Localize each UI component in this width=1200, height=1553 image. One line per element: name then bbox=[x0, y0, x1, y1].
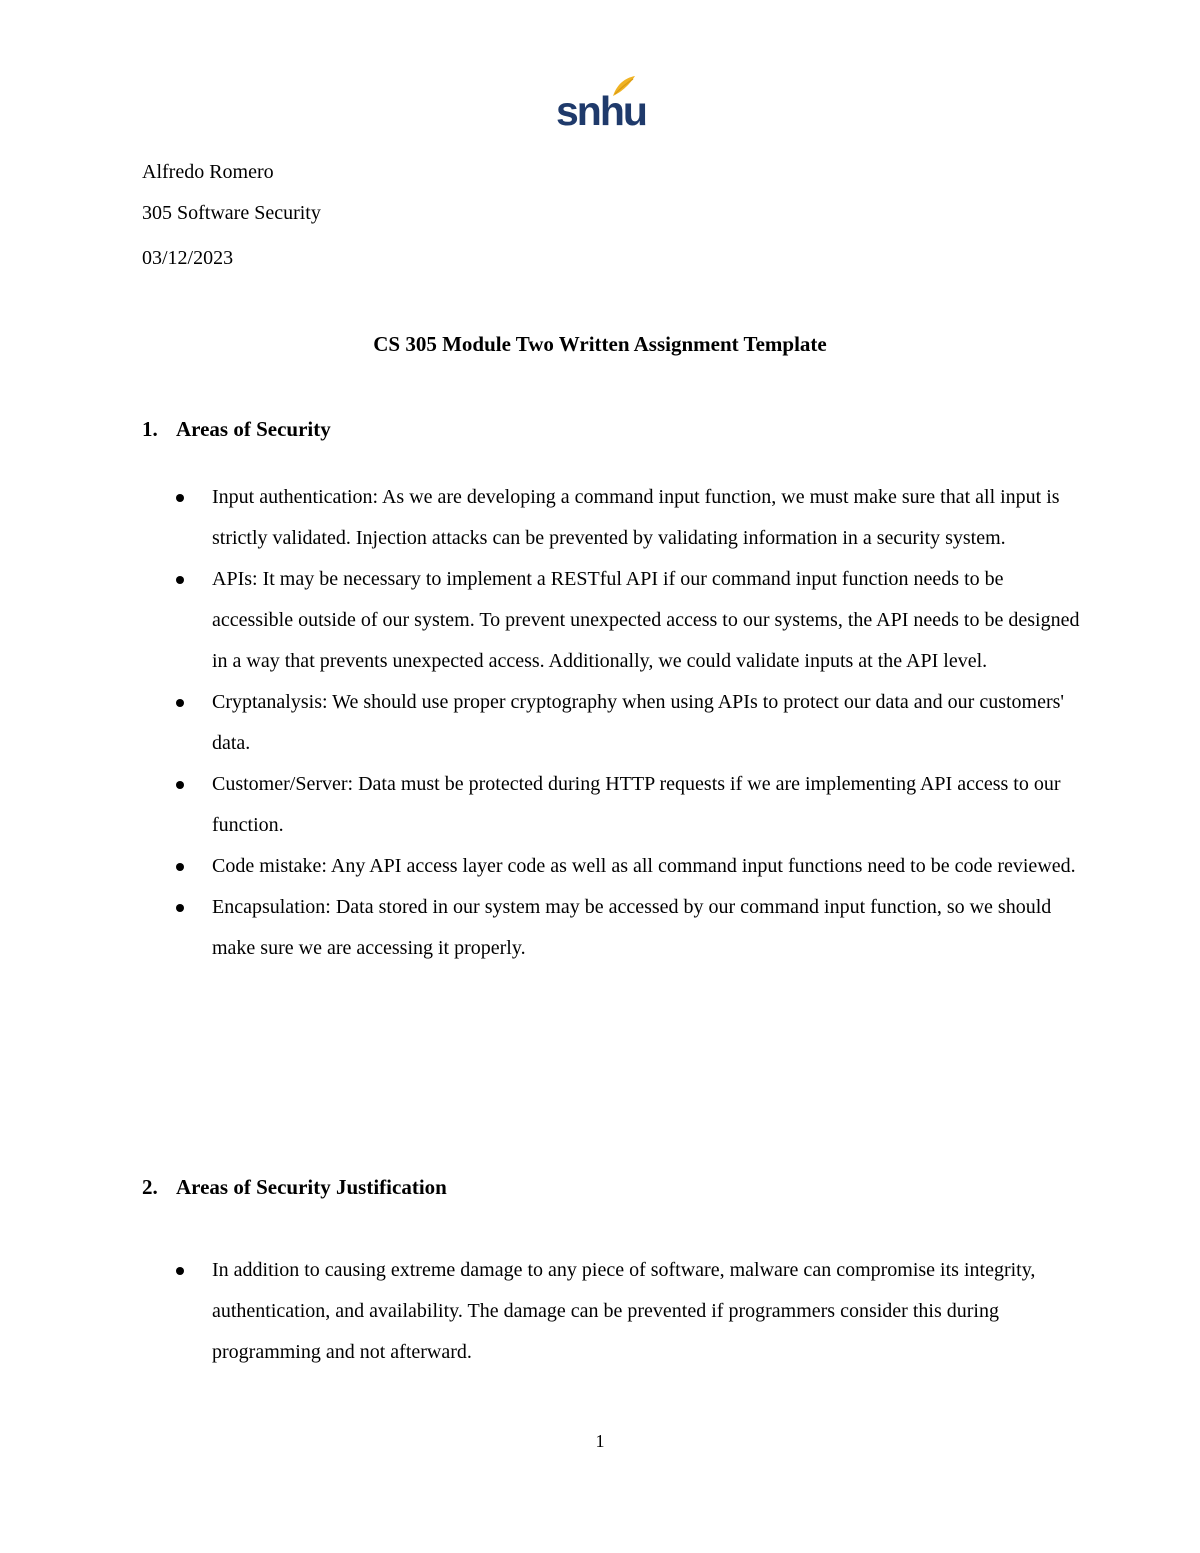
list-item bbox=[212, 764, 1082, 846]
list-item bbox=[212, 477, 1082, 559]
list-item-text: In addition to causing extreme damage to any piece of software, malware can compromise its integrity, authentication, and availability. The damage can be prevented if programmers consider this during programming and not afterward. bbox=[212, 1259, 1036, 1363]
author-name: Alfredo Romero bbox=[142, 161, 274, 183]
bullet-icon bbox=[176, 699, 184, 707]
section-heading-2 bbox=[142, 1175, 447, 1199]
list-item-text: Cryptanalysis: We should use proper cryptography when using APIs to protect our data and our customers' data. bbox=[212, 691, 1065, 754]
bullet-icon bbox=[176, 1267, 184, 1275]
bullet-icon bbox=[176, 781, 184, 789]
snhu-logo bbox=[553, 74, 646, 134]
bullet-icon bbox=[176, 494, 184, 502]
section-number: 2. bbox=[142, 1175, 158, 1199]
page-number: 1 bbox=[595, 1431, 605, 1451]
logo-text: snhu bbox=[556, 88, 646, 134]
course-name: 305 Software Security bbox=[142, 202, 321, 224]
assignment-date: 03/12/2023 bbox=[142, 247, 234, 269]
list-item bbox=[212, 887, 1082, 969]
list-item-text: Customer/Server: Data must be protected during HTTP requests if we are implementing API access to our function. bbox=[212, 773, 1061, 836]
section-2-bullet-list bbox=[212, 1250, 1082, 1373]
section-title: Areas of Security bbox=[176, 417, 331, 441]
section-1-bullet-list bbox=[212, 477, 1082, 969]
list-item bbox=[212, 846, 1082, 887]
list-item bbox=[212, 682, 1082, 764]
list-item bbox=[212, 559, 1082, 682]
list-item-text: Input authentication: As we are developing a command input function, we must make sure that all input is strictly validated. Injection attacks can be prevented by validating information in a security system. bbox=[212, 486, 1060, 549]
list-item-text: Code mistake: Any API access layer code as well as all command input functions need to be code reviewed. bbox=[212, 855, 1076, 877]
bullet-icon bbox=[176, 576, 184, 584]
leaf-icon bbox=[611, 74, 637, 100]
section-heading-1 bbox=[142, 417, 331, 441]
bullet-icon bbox=[176, 863, 184, 871]
bullet-icon bbox=[176, 904, 184, 912]
section-title: Areas of Security Justification bbox=[176, 1175, 447, 1199]
section-number: 1. bbox=[142, 417, 158, 441]
document-title: CS 305 Module Two Written Assignment Template bbox=[373, 332, 827, 356]
list-item-text: Encapsulation: Data stored in our system may be accessed by our command input function, so we should make sure we are accessing it properly. bbox=[212, 896, 1052, 959]
list-item bbox=[212, 1250, 1082, 1373]
list-item-text: APIs: It may be necessary to implement a RESTful API if our command input function needs to be accessible outside of our system. To prevent unexpected access to our systems, the API needs to be designed in a way that prevents unexpected access. Additionally, we could validate inputs at the API level. bbox=[212, 568, 1080, 672]
